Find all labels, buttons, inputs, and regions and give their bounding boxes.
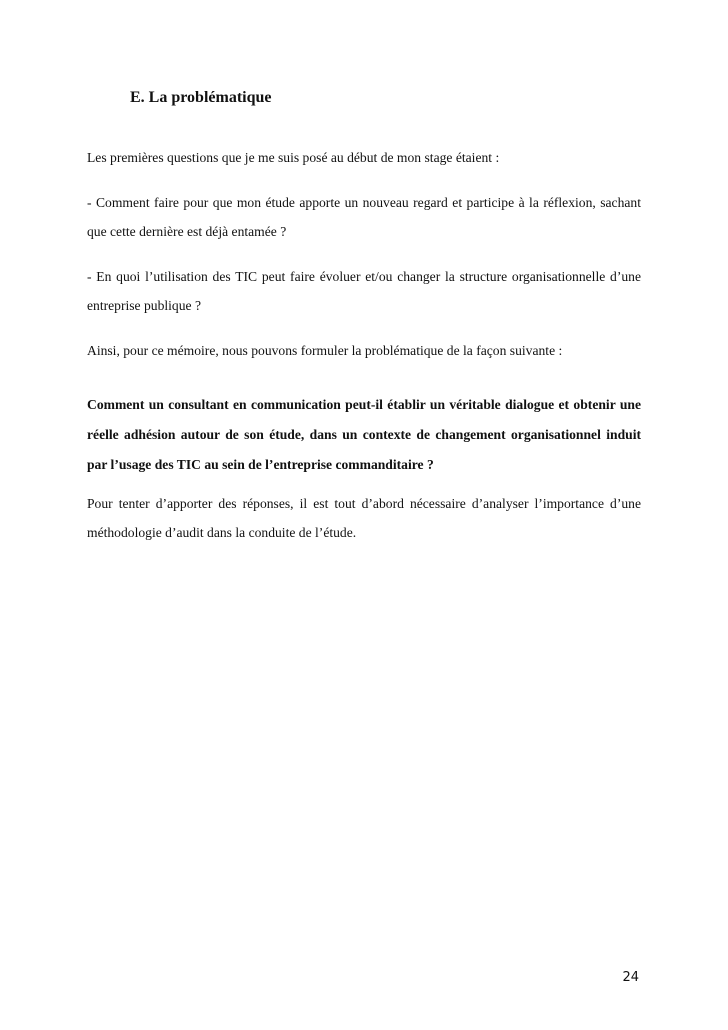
page-number: 24 bbox=[622, 970, 639, 985]
transition-paragraph: Ainsi, pour ce mémoire, nous pouvons formuler la problématique de la façon suivante : bbox=[87, 343, 563, 358]
question-one-paragraph: - Comment faire pour que mon étude apporte un nouveau regard et participe à la réflexion, sachant que cette dernière est déjà entamée ? bbox=[87, 195, 641, 239]
question-two-paragraph: - En quoi l’utilisation des TIC peut faire évoluer et/ou changer la structure organisationnelle d’une entreprise publique ? bbox=[87, 269, 641, 313]
closing-paragraph: Pour tenter d’apporter des réponses, il est tout d’abord nécessaire d’analyser l’importance d’une méthodologie d’audit dans la conduite de l’étude. bbox=[87, 496, 641, 540]
section-heading: E. La problématique bbox=[130, 89, 272, 106]
intro-paragraph: Les premières questions que je me suis posé au début de mon stage étaient : bbox=[87, 150, 500, 165]
problem-statement-paragraph: Comment un consultant en communication peut-il établir un véritable dialogue et obtenir une réelle adhésion autour de son étude, dans un contexte de changement organisationnel induit par l’usage des TIC au sein de l’entreprise commanditaire ? bbox=[87, 397, 641, 472]
